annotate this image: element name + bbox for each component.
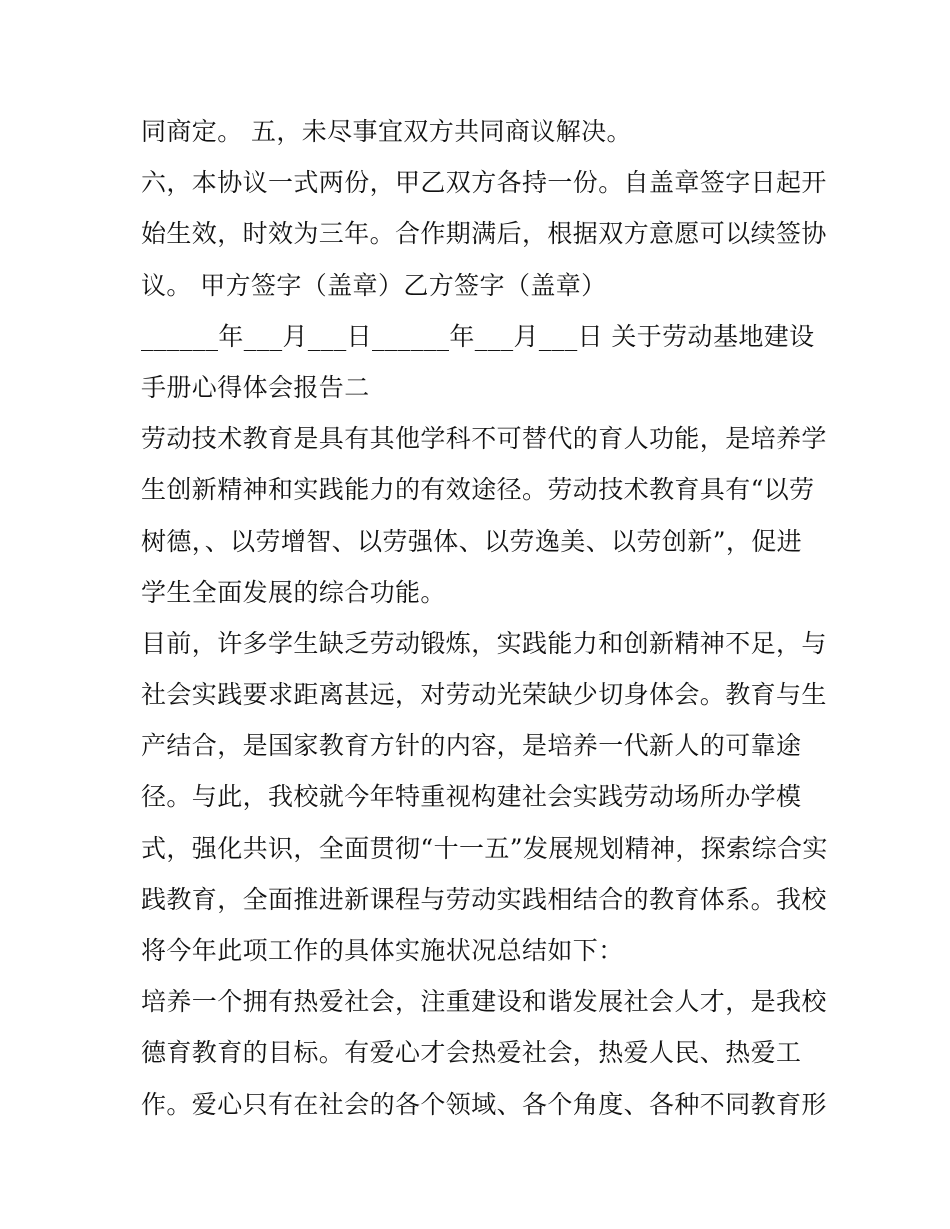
text-line-13: 产结合，是国家教育方针的内容，是培养一代新人的可靠途	[141, 731, 802, 761]
text-line-7: 劳动技术教育是具有其他学科不可替代的育人功能，是培养学	[141, 424, 827, 454]
text-line-5: ______年___月___日______年___月___日 关于劳动基地建设	[141, 321, 815, 351]
document-body	[141, 106, 828, 1130]
text-line-17: 将今年此项工作的具体实施状况总结如下：	[141, 936, 624, 965]
text-line-2: 六，本协议一式两份，甲乙双方各持一份。自盖章签字日起开	[141, 168, 827, 198]
text-line-4: 议。 甲方签字（盖章）乙方签字（盖章）	[141, 270, 607, 300]
text-line-14: 径。与此，我校就今年特重视构建社会实践劳动场所办学模	[141, 782, 802, 812]
text-line-16: 践教育，全面推进新课程与劳动实践相结合的教育体系。我校	[141, 884, 827, 914]
text-line-20: 作。爱心只有在社会的各个领域、各个角度、各种不同教育形	[141, 1089, 827, 1119]
text-line-6: 手册心得体会报告二	[141, 372, 370, 402]
text-line-15: 式，强化共识，全面贯彻“十一五”发展规划精神，探索综合实	[141, 833, 828, 863]
text-line-9: 树德，、以劳增智、以劳强体、以劳逸美、以劳创新”，促进	[141, 526, 803, 556]
text-line-11: 目前，许多学生缺乏劳动锻炼，实践能力和创新精神不足，与	[141, 628, 827, 658]
text-line-18: 培养一个拥有热爱社会，注重建设和谐发展社会人才，是我校	[141, 987, 827, 1017]
text-line-3: 始生效，时效为三年。合作期满后，根据双方意愿可以续签协	[141, 219, 827, 249]
text-line-1: 同商定。 五，未尽事宜双方共同商议解决。	[141, 117, 632, 146]
text-line-12: 社会实践要求距离甚远，对劳动光荣缺少切身体会。教育与生	[141, 680, 827, 710]
text-line-10: 学生全面发展的综合功能。	[141, 577, 446, 607]
text-line-19: 德育教育的目标。有爱心才会热爱社会，热爱人民、热爱工	[141, 1038, 802, 1068]
text-line-8: 生创新精神和实践能力的有效途径。劳动技术教育具有“以劳	[141, 475, 815, 505]
